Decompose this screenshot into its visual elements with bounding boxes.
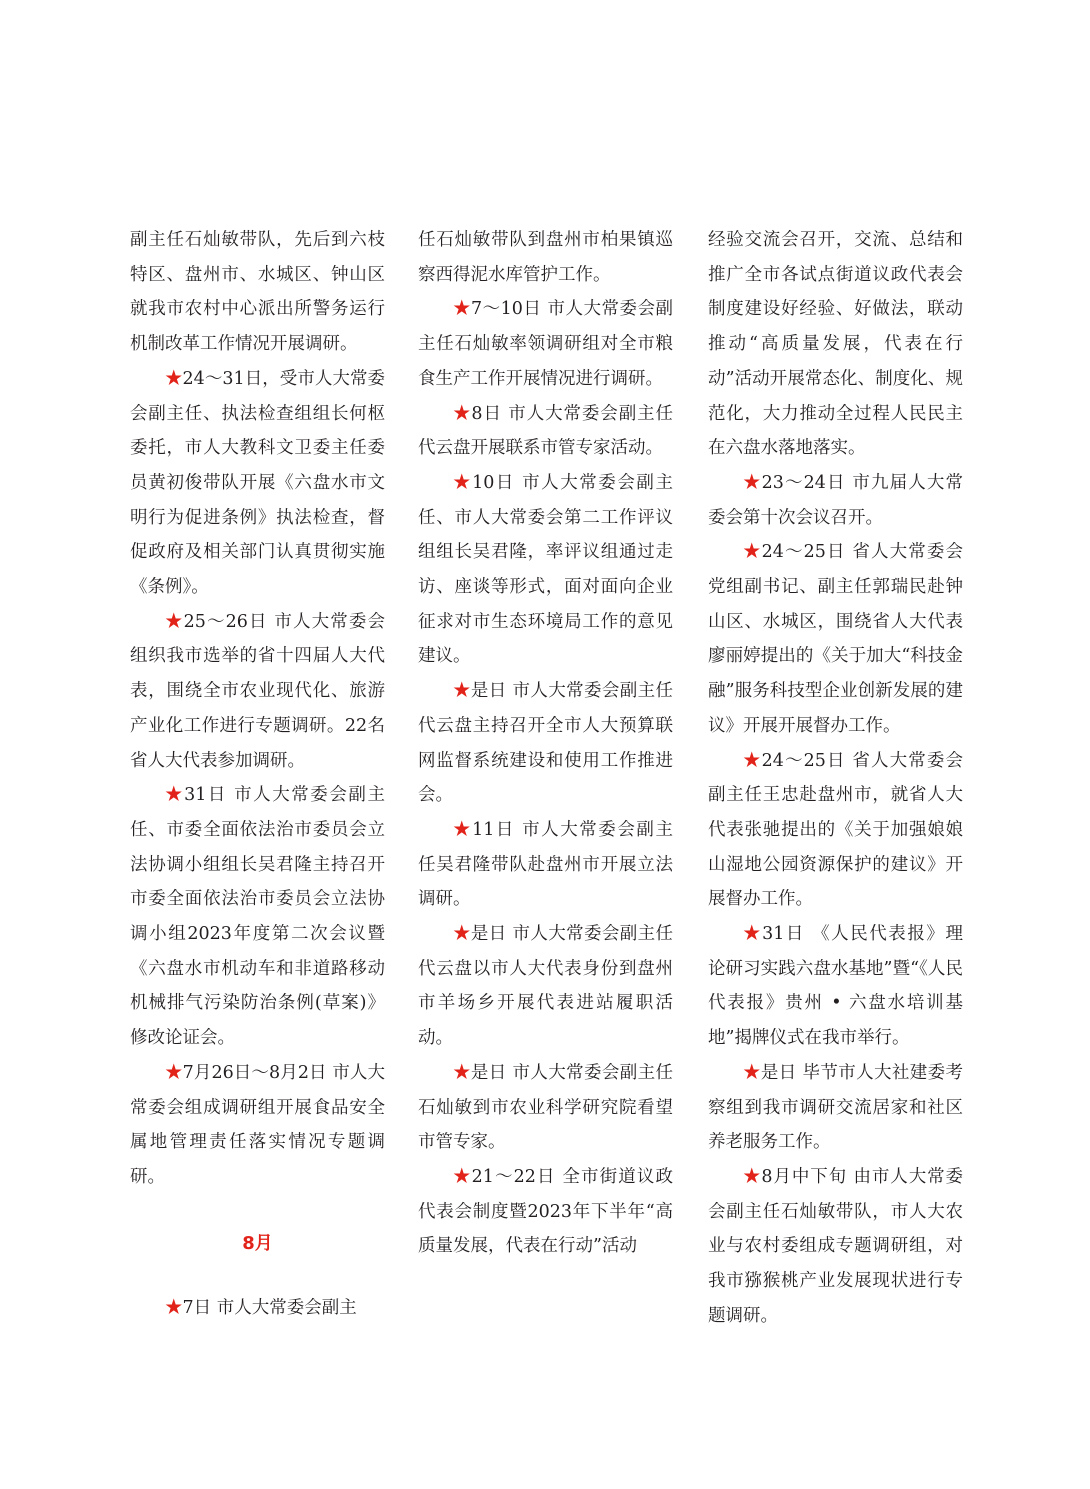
entry-text: 31日 市人大常委会副主任、市委全面依法治市委员会立法协调小组组长吴君隆主持召开市委全面依法治市委员会立法协调小组2023年度第二次会议暨《六盘水市机动车和非道路移动机械排气污染防治条例(草案)》修改论证会。	[130, 785, 385, 1049]
red-star-icon: ★	[165, 611, 184, 632]
red-star-icon: ★	[453, 681, 471, 702]
event-entry	[708, 1056, 963, 1160]
entry-text: 7～10日 市人大常委会副主任石灿敏率领调研组对全市粮食生产工作开展情况进行调研。	[418, 299, 674, 389]
entry-text: 25～26日 市人大常委会组织我市选举的省十四届人大代表，围绕全市农业现代化、旅游产业化工作进行专题调研。22名省人大代表参加调研。	[130, 611, 386, 771]
event-entry	[418, 674, 673, 813]
red-star-icon: ★	[453, 819, 473, 840]
red-star-icon: ★	[165, 785, 185, 806]
red-star-icon: ★	[453, 299, 472, 320]
entry-text: 24～25日 省人大常委会副主任王忠赴盘州市，就省人大代表张驰提出的《关于加强娘娘山湿地公园资源保护的建议》开展督办工作。	[708, 750, 964, 910]
red-star-icon: ★	[743, 1166, 762, 1187]
entry-text: 任石灿敏带队到盘州市柏果镇巡察西得泥水库管护工作。	[418, 230, 673, 285]
event-entry	[418, 1160, 673, 1264]
red-star-icon: ★	[743, 472, 762, 493]
red-star-icon: ★	[453, 472, 473, 493]
event-entry	[418, 466, 673, 674]
entry-text: 7月26日～8月2日 市人大常委会组成调研组开展食品安全属地管理责任落实情况专题调研。	[130, 1062, 386, 1187]
red-star-icon: ★	[453, 924, 471, 945]
entry-text: 21～22日 全市街道议政代表会制度暨2023年下半年“高质量发展，代表在行动”活动	[418, 1166, 674, 1257]
event-entry	[708, 744, 963, 918]
text-column-3	[708, 223, 963, 1334]
red-star-icon: ★	[453, 403, 472, 424]
event-entry	[130, 605, 385, 779]
event-entry	[708, 466, 963, 535]
entry-text: 23～24日 市九届人大常委会第十次会议召开。	[708, 472, 964, 528]
continued-entry	[708, 223, 963, 466]
event-entry	[418, 397, 673, 466]
entry-text: 经验交流会召开，交流、总结和推广全市各试点街道议政代表会制度建设好经验、好做法，联动推动“高质量发展，代表在行动”活动开展常态化、制度化、规范化，大力推动全过程人民民主在六盘水落地落实。	[708, 230, 963, 459]
month-heading: 8月	[242, 1232, 273, 1254]
event-entry	[418, 813, 673, 917]
red-star-icon: ★	[743, 1062, 761, 1083]
red-star-icon: ★	[743, 924, 763, 945]
event-entry	[130, 1291, 385, 1326]
event-entry	[708, 917, 963, 1056]
entry-text: 31日 《人民代表报》理论研习实践六盘水基地”暨“《人民代表报》贵州 • 六盘水培训基地”揭牌仪式在我市举行。	[708, 924, 963, 1049]
entry-text: 副主任石灿敏带队，先后到六枝特区、盘州市、水城区、钟山区就我市农村中心派出所警务运行机制改革工作情况开展调研。	[130, 230, 385, 355]
event-entry	[418, 1056, 673, 1160]
continued-entry	[130, 223, 385, 362]
event-entry	[418, 917, 673, 1056]
red-star-icon: ★	[743, 542, 762, 563]
entry-text: 10日 市人大常委会副主任、市人大常委会第二工作评议组组长吴君隆，率评议组通过走访、座谈等形式，面对面向企业征求对市生态环境局工作的意见建议。	[418, 472, 673, 667]
event-entry	[708, 1160, 963, 1334]
entry-text: 是日 市人大常委会副主任代云盘以市人大代表身份到盘州市羊场乡开展代表进站履职活动。	[418, 924, 674, 1049]
event-entry	[130, 362, 385, 605]
red-star-icon: ★	[165, 1298, 183, 1319]
entry-text: 24～25日 省人大常委会党组副书记、副主任郭瑞民赴钟山区、水城区，围绕省人大代表廖丽婷提出的《关于加大“科技金融”服务科技型企业创新发展的建议》开展开展督办工作。	[708, 542, 964, 736]
text-column-1	[130, 223, 385, 1326]
continued-entry	[418, 223, 673, 292]
red-star-icon: ★	[743, 750, 762, 771]
entry-text: 7日 市人大常委会副主	[182, 1298, 357, 1319]
entry-text: 是日 毕节市人大社建委考察组到我市调研交流居家和社区养老服务工作。	[708, 1062, 964, 1153]
red-star-icon: ★	[165, 1062, 183, 1083]
event-entry	[130, 778, 385, 1056]
text-column-2	[418, 223, 673, 1264]
entry-text: 24～31日，受市人大常委会副主任、执法检查组组长何枢委托，市人大教科文卫委主任委员黄初俊带队开展《六盘水市文明行为促进条例》执法检查，督促政府及相关部门认真贯彻实施《条例》。	[130, 368, 385, 598]
event-entry	[418, 292, 673, 396]
red-star-icon: ★	[165, 368, 183, 389]
entry-text: 是日 市人大常委会副主任代云盘主持召开全市人大预算联网监督系统建设和使用工作推进会。	[418, 681, 674, 806]
event-entry	[708, 535, 963, 743]
entry-text: 8日 市人大常委会副主任代云盘开展联系市管专家活动。	[418, 403, 673, 459]
red-star-icon: ★	[453, 1062, 471, 1083]
entry-text: 11日 市人大常委会副主任吴君隆带队赴盘州市开展立法调研。	[418, 819, 673, 910]
entry-text: 8月中下旬 由市人大常委会副主任石灿敏带队，市人大农业与农村委组成专题调研组，对我市猕猴桃产业发展现状进行专题调研。	[708, 1166, 963, 1326]
event-entry	[130, 1056, 385, 1195]
entry-text: 是日 市人大常委会副主任石灿敏到市农业科学研究院看望市管专家。	[418, 1062, 674, 1153]
red-star-icon: ★	[453, 1166, 472, 1187]
